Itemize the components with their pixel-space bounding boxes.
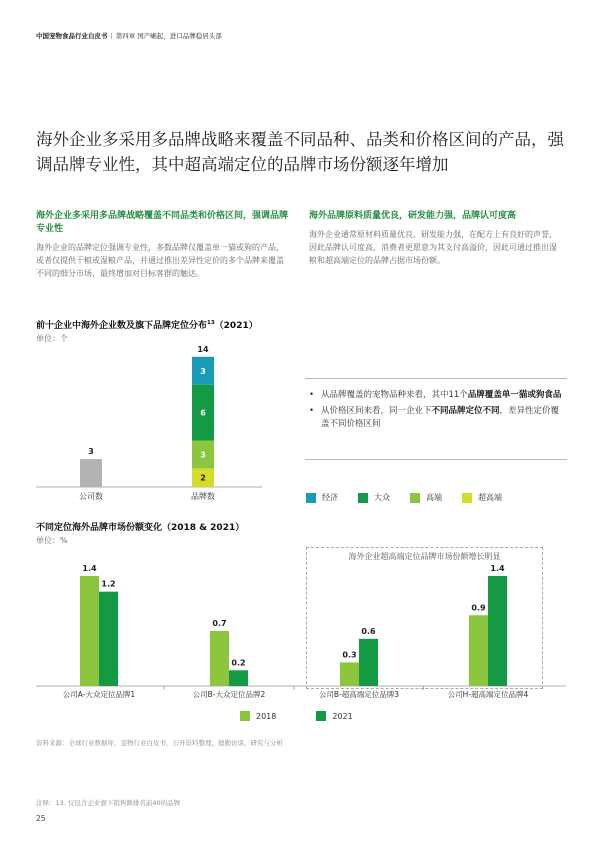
bar-value-label: 1.4 bbox=[82, 563, 97, 573]
bullet-dot-icon: • bbox=[309, 406, 315, 416]
chart2-category-label: 公司B-超高端定位品牌3 bbox=[318, 690, 400, 699]
bar-2021 bbox=[99, 592, 118, 686]
chart1-unit: 单位：个 bbox=[36, 334, 68, 343]
left-column-body: 海外企业的品牌定位强调专业性，多数品牌仅覆盖单一猫或狗的产品，或者仅提供干粮或湿粮产品，并通过推出差异性定价的多个品牌来覆盖不同的细分市场，最终增加对目标客群的触达。 bbox=[36, 243, 284, 278]
bar-value-label: 0.3 bbox=[342, 650, 357, 660]
chart2-unit: 单位：% bbox=[36, 536, 68, 545]
bullet-dot-icon: • bbox=[309, 390, 315, 400]
bullet-text: 从品牌覆盖的宠物品种来看，其中11个 bbox=[321, 390, 468, 400]
chart1-title-text: 前十企业中海外企业数及旗下品牌定位分布 bbox=[36, 321, 208, 331]
chart2-category-label: 公司H-超高端定位品牌4 bbox=[447, 690, 529, 699]
bar-2018 bbox=[210, 631, 229, 686]
bar-company-count bbox=[80, 459, 102, 487]
bar-2021 bbox=[488, 576, 507, 686]
legend-label: 2021 bbox=[332, 711, 353, 721]
bullet-text: 从价格区间来看，同一企业下 bbox=[321, 406, 432, 416]
chart1-category-label: 品牌数 bbox=[191, 492, 215, 501]
bullet-text-tail: ，差异性定价覆盖不同价格区间 bbox=[321, 406, 560, 429]
chart1-title-footnote-ref: 13 bbox=[207, 320, 215, 326]
right-column-title: 海外品牌原料质量优良，研发能力强，品牌认可度高 bbox=[309, 211, 517, 221]
bar-value-label: 1.2 bbox=[101, 579, 116, 589]
bar-value-label: 0.7 bbox=[212, 618, 227, 628]
right-column-body: 海外企业通常原材料质量优良，研发能力强，在配方上有良好的声誉，因此品牌认可度高，消费者更愿意为其支付高溢价，因此可通过推出湿粮和超高端定位的品牌占据市场份额。 bbox=[309, 230, 557, 265]
legend-label: 大众 bbox=[374, 493, 390, 502]
bar-segment-label: 2 bbox=[200, 473, 206, 483]
legend-swatch bbox=[240, 711, 250, 721]
chart1-title-year: （2021） bbox=[214, 321, 258, 331]
chart2-category-label: 公司A-大众定位品牌1 bbox=[62, 690, 136, 699]
bar-value-label: 0.6 bbox=[361, 626, 376, 636]
bar-total-label: 3 bbox=[88, 447, 94, 457]
legend-item-2018 bbox=[240, 711, 276, 721]
bar-2021 bbox=[359, 639, 378, 686]
bar-segment-label: 6 bbox=[200, 408, 206, 418]
book-title: 中国宠物食品行业白皮书 bbox=[36, 32, 108, 40]
super-premium-highlight-note: 海外企业超高端定位品牌市场份额增长明显 bbox=[348, 552, 501, 561]
page-headline: 海外企业多采用多品牌战略来覆盖不同品种、品类和价格区间的产品，强调品牌专业性，其中超高端定位的品牌市场份额逐年增加 bbox=[36, 130, 564, 174]
legend-swatch bbox=[316, 711, 326, 721]
bar-2018 bbox=[80, 576, 99, 686]
bullet-emphasis: 不同品牌定位不同 bbox=[431, 406, 500, 416]
bullet-emphasis: 品牌覆盖单一猫或狗食品 bbox=[467, 390, 562, 400]
chart2-title: 不同定位海外品牌市场份额变化（2018 & 2021） bbox=[36, 523, 245, 533]
legend-label: 高端 bbox=[426, 493, 442, 502]
left-column-title: 海外企业多采用多品牌战略覆盖不同品类和价格区间，强调品牌专业性 bbox=[36, 211, 289, 234]
bar-value-label: 0.2 bbox=[231, 658, 246, 668]
legend-item-2021 bbox=[316, 711, 352, 721]
bar-total-label: 14 bbox=[197, 344, 209, 354]
chart2-category-label: 公司B-大众定位品牌2 bbox=[192, 690, 266, 699]
bar-2018 bbox=[340, 662, 359, 686]
footnote: 注释：13. 仅包含企业旗下销售额排名前40的品牌 bbox=[36, 799, 181, 807]
page-number: 25 bbox=[36, 814, 46, 823]
legend-label: 经济 bbox=[322, 493, 338, 502]
legend-label: 超高端 bbox=[478, 493, 502, 502]
bar-2021 bbox=[229, 670, 248, 686]
chart2-legend bbox=[240, 711, 393, 721]
bar-value-label: 1.4 bbox=[490, 563, 505, 573]
chapter-title: 第四章 国产崛起，进口品牌稳居头部 bbox=[115, 32, 222, 40]
bar-segment-label: 3 bbox=[200, 366, 206, 376]
legend-label: 2018 bbox=[256, 711, 277, 721]
bar-segment-label: 3 bbox=[200, 450, 206, 460]
chart1-category-label: 公司数 bbox=[79, 492, 103, 501]
data-source: 资料来源：全球行业数据库，宠物行业白皮书，公开资料整理，德勤访谈、研究与分析 bbox=[36, 739, 283, 747]
bar-2018 bbox=[469, 615, 488, 686]
bar-value-label: 0.9 bbox=[471, 603, 486, 613]
header-separator: | bbox=[110, 32, 113, 40]
